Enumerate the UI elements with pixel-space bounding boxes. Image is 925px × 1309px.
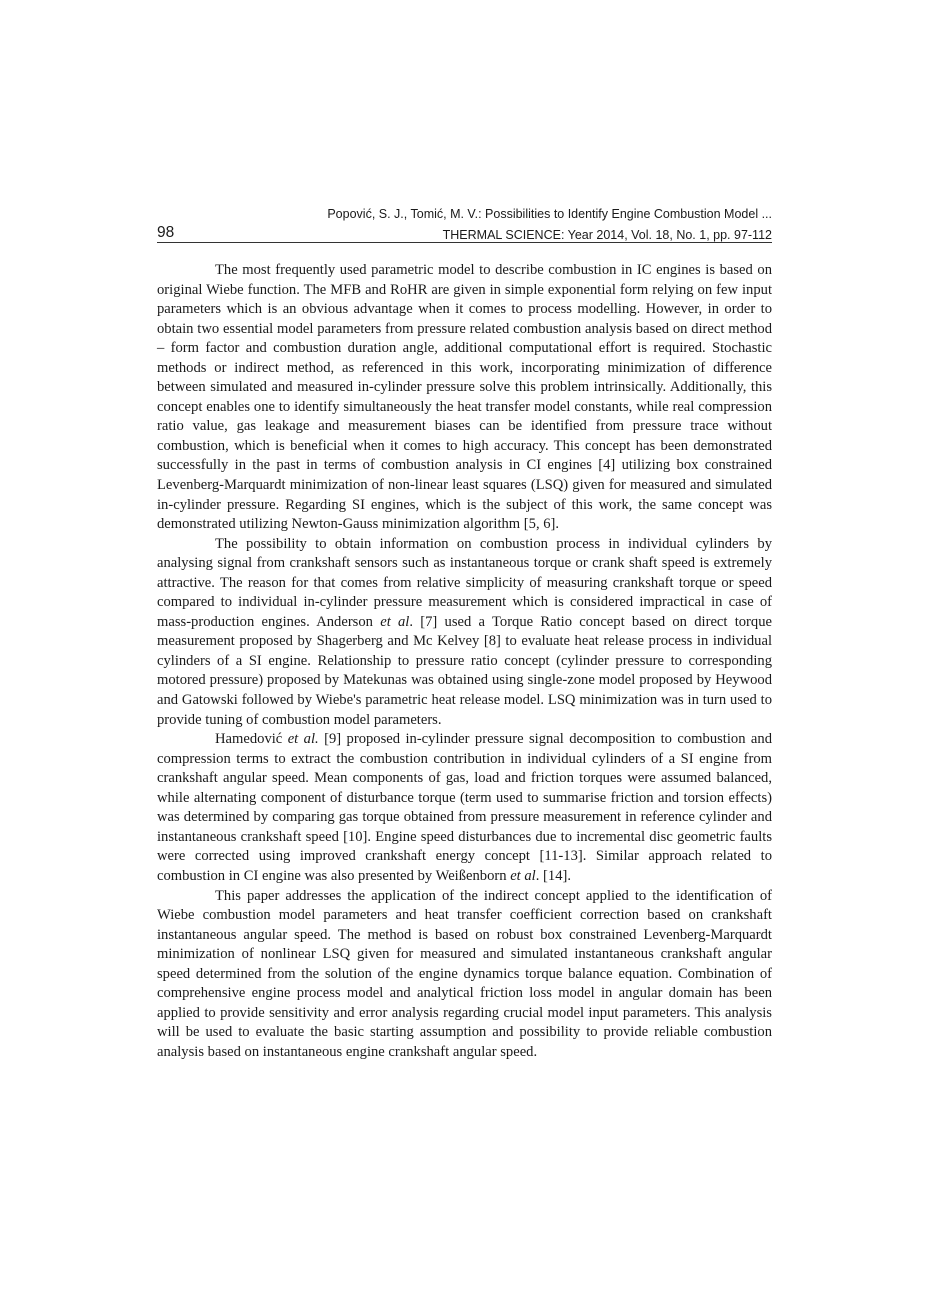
running-header (157, 206, 772, 244)
header-authors-title: Popović, S. J., Tomić, M. V.: Possibilities to Identify Engine Combustion Model ... (327, 207, 772, 221)
paragraph-text: Hamedović (215, 731, 288, 748)
page-number: 98 (157, 224, 175, 241)
paragraph-hamedovic (157, 730, 772, 886)
paragraph-crankshaft-sensors (157, 535, 772, 730)
header-journal-citation: THERMAL SCIENCE: Year 2014, Vol. 18, No. 1, pp. 97-112 (442, 228, 772, 242)
paragraph-text: [9] proposed in-cylinder pressure signal decomposition to combustion and compression terms to extract the combustion contribution in individual cylinders of a SI engine from crankshaft angular speed. Mean components of gas, load and friction torques were assumed balanced, while alternating component of disturbance torque (term used to summarise friction and torsion effects) was determined by comparing gas torque obtained from pressure measurement in reference cylinder and instantaneous crankshaft speed [10]. Engine speed disturbances due to incremental disc geometric faults were corrected using improved crankshaft energy concept [11-13]. Similar approach related to combustion in CI engine was also presented by Weißenborn (157, 731, 772, 884)
header-divider (157, 242, 772, 243)
paragraph-text: . [14]. (535, 867, 572, 884)
paragraph-wiebe-function: The most frequently used parametric model to describe combustion in IC engines is based on original Wiebe function. The MFB and RoHR are given in simple exponential form relying on few input parameters which is an obvious advantage when it comes to process modelling. However, in order to obtain two essential model parameters from pressure related combustion analysis based on direct method – form factor and combustion duration angle, additional computational effort is required. Stochastic methods or indirect method, as referenced in this work, incorporating minimization of difference between simulated and measured in-cylinder pressure solve this problem intrinsically. Additionally, this concept enables one to identify simultaneously the heat transfer model constants, while real compression ratio value, gas leakage and measurement biases can be identified from pressure trace without combustion, which is beneficial when it comes to high accuracy. This concept has been demonstrated successfully in the past in terms of combustion analysis in CI engines [4] utilizing box constrained Levenberg-Marquardt minimization of non-linear least squares (LSQ) given for measured and simulated in-cylinder pressure. Regarding SI engines, which is the subject of this work, the same concept was demonstrated utilizing Newton-Gauss minimization algorithm [5, 6]. (157, 262, 772, 533)
citation-et-al: et al (510, 867, 536, 884)
paragraph-paper-scope: This paper addresses the application of the indirect concept applied to the identification of Wiebe combustion model parameters and heat transfer coefficient correction based on crankshaft instantaneous angular speed. The method is based on robust box constrained Levenberg-Marquardt minimization of nonlinear LSQ given for measured and simulated instantaneous crankshaft angular speed determined from the solution of the engine dynamics torque balance equation. Combination of comprehensive engine process model and analytical friction loss model in angular domain has been applied to provide sensitivity and error analysis regarding crucial model input parameters. This analysis will be used to evaluate the basic starting assumption and possibility to provide reliable combustion analysis based on instantaneous engine crankshaft angular speed. (157, 887, 772, 1060)
paragraph-text: . [7] used a Torque Ratio concept based on direct torque measurement proposed by Shagerberg and Mc Kelvey [8] to evaluate heat release process in individual cylinders of a SI engine. Relationship to pressure ratio concept (cylinder pressure to corresponding motored pressure) proposed by Matekunas was obtained using single-zone model proposed by Heywood and Gatowski followed by Wiebe's parametric heat release model. LSQ minimization was in turn used to provide tuning of combustion model parameters. (157, 613, 772, 728)
citation-et-al: et al. (287, 731, 319, 748)
citation-et-al: et al (380, 613, 410, 630)
article-body (157, 261, 772, 1062)
paragraph-text: The possibility to obtain information on combustion process in individual cylinders by analysing signal from crankshaft sensors such as instantaneous torque or crank shaft speed is extremely attractive. The reason for that comes from relative simplicity of measuring crankshaft torque or speed compared to individual in-cylinder pressure measurement which is considered impractical in case of mass-production engines. Anderson (157, 535, 772, 630)
